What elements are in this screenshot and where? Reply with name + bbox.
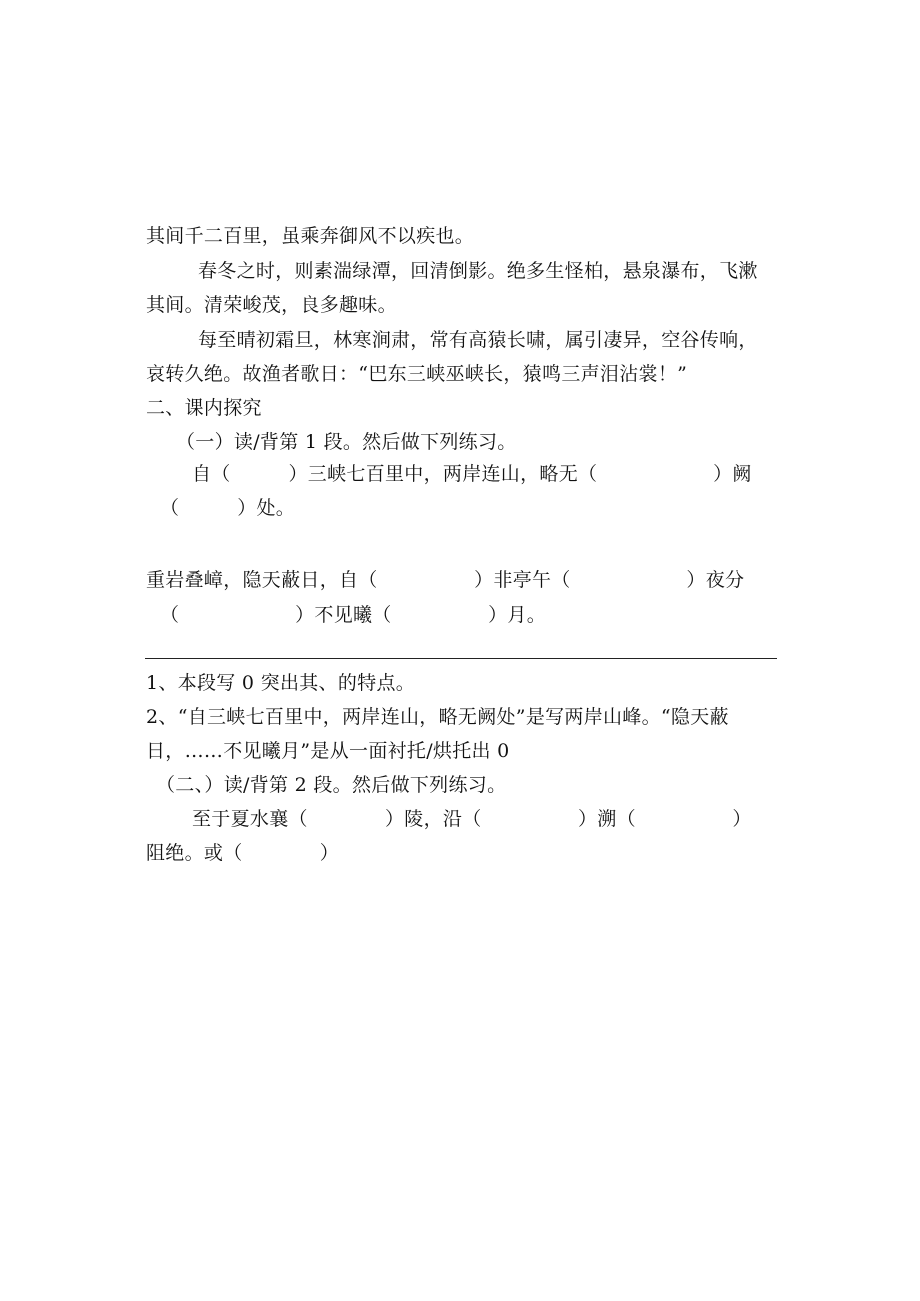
exercise-line-6: 阻绝。或（ ） (146, 842, 340, 864)
text-line-5: 哀转久绝。故渔者歌日：“巴东三峡巫峡长，猿鸣三声泪沾裳！” (146, 363, 688, 385)
section-heading: 二、课内探究 (146, 397, 262, 419)
exercise-line-2: （ ）处。 (160, 497, 296, 519)
subsection-heading-1: （一）读/背第 1 段。然后做下列练习。 (176, 431, 517, 453)
text-line-2: 春冬之时，则素湍绿潭，回清倒影。绝多生怪柏，悬泉瀑布，飞漱 (198, 260, 758, 282)
question-2-line-2: 日，……不见曦月”是从一面衬托/烘托出 0 (146, 740, 510, 762)
subsection-heading-2: （二、）读/背第 2 段。然后做下列练习。 (156, 774, 507, 796)
question-1: 1、本段写 0 突出其、的特点。 (146, 672, 416, 694)
exercise-line-5: 至于夏水襄（ ）陵，沿（ ）溯（ ） (192, 808, 752, 830)
exercise-line-3: 重岩叠嶂，隐天蔽日，自（ ）非亭午（ ）夜分 (146, 569, 745, 591)
text-line-1: 其间千二百里，虽乘奔御风不以疾也。 (146, 225, 475, 247)
exercise-line-4: （ ）不见曦（ ）月。 (160, 604, 547, 626)
question-2-line-1: 2、“自三峡七百里中，两岸连山，略无阙处”是写两岸山峰。“隐天蔽 (146, 706, 729, 728)
text-line-3: 其间。清荣峻茂，良多趣味。 (146, 294, 397, 316)
divider (145, 658, 777, 659)
exercise-line-1: 自（ ）三峡七百里中，两岸连山，略无（ ）阙 (192, 463, 752, 485)
text-line-4: 每至晴初霜旦，林寒涧肃，常有高猿长啸，属引凄异，空谷传响， (198, 329, 758, 351)
